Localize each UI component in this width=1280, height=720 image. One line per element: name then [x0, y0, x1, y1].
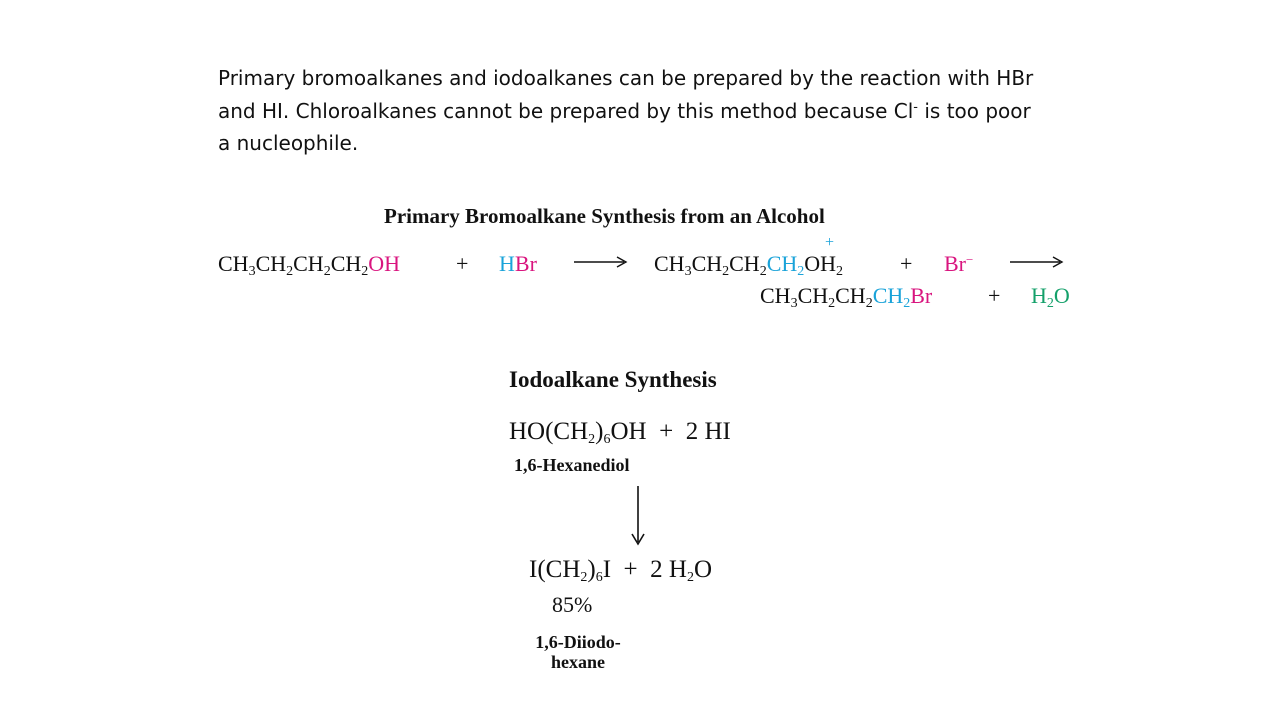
intro-line-2-end: is too poor [918, 98, 1031, 123]
bromo-title: Primary Bromoalkane Synthesis from an Alcohol [384, 204, 825, 228]
hexanediol-name: 1,6-Hexanediol [514, 455, 630, 475]
plus-sign-1: + [456, 251, 469, 276]
reaction-arrow-2 [1008, 254, 1068, 270]
chloride-charge: - [913, 99, 918, 115]
hexanediol-equation: $HO(CH_2)_6OH + 2$ HI [509, 418, 731, 447]
water-h: H [1031, 283, 1047, 308]
bromide-charge: − [966, 252, 974, 267]
plus-sign-3: + [988, 283, 1001, 308]
bromobutane-formula: $CH_3CH_2CH_2CH_2Br$ [760, 283, 933, 311]
oxonium-charge: + [825, 234, 835, 251]
bromobutane-ch2: CH [872, 283, 904, 308]
bromide-symbol: Br [944, 251, 966, 276]
plus-sign-2: + [900, 251, 913, 276]
reaction-arrow-down [628, 484, 648, 548]
diiodohexane-name [508, 632, 648, 672]
hbr-hydrogen: H [499, 251, 515, 276]
intro-line-1: Primary bromoalkanes and iodoalkanes can be prepared by the reaction with HBr [218, 66, 1034, 90]
intro-paragraph [218, 62, 1118, 160]
diiodohexane-name-line-1: 1,6-Diiodo- [535, 632, 621, 652]
diiodohexane-name-line-2: hexane [551, 652, 605, 672]
hbr-bromine: Br [514, 251, 537, 276]
yield-value: 85% [552, 592, 593, 617]
bromobutane-br: Br [910, 283, 933, 308]
hbr-formula [499, 253, 537, 275]
oxonium-oh: OH [804, 251, 837, 276]
bromide-ion [944, 253, 973, 275]
hydroxyl-group: OH [368, 251, 401, 276]
intro-line-2 [218, 95, 1118, 128]
reaction-arrow-1 [572, 254, 632, 270]
oxonium-formula: $CH_3CH_2CH_2CH_2OH_2$ [654, 251, 844, 279]
diiodohexane-equation: $I(CH_2)_6I + 2$ $H_2O$ [529, 556, 713, 585]
butanol-formula: $CH_3CH_2CH_2CH_2OH$ [218, 251, 401, 279]
water-o: O [1053, 283, 1070, 308]
iodo-title: Iodoalkane Synthesis [509, 367, 717, 392]
oxonium-ch2: CH [766, 251, 798, 276]
intro-line-3: a nucleophile. [218, 131, 359, 155]
water-formula: $H_2O$ [1031, 283, 1070, 311]
intro-line-2-text: and HI. Chloroalkanes cannot be prepared by this method because Cl [218, 98, 914, 123]
